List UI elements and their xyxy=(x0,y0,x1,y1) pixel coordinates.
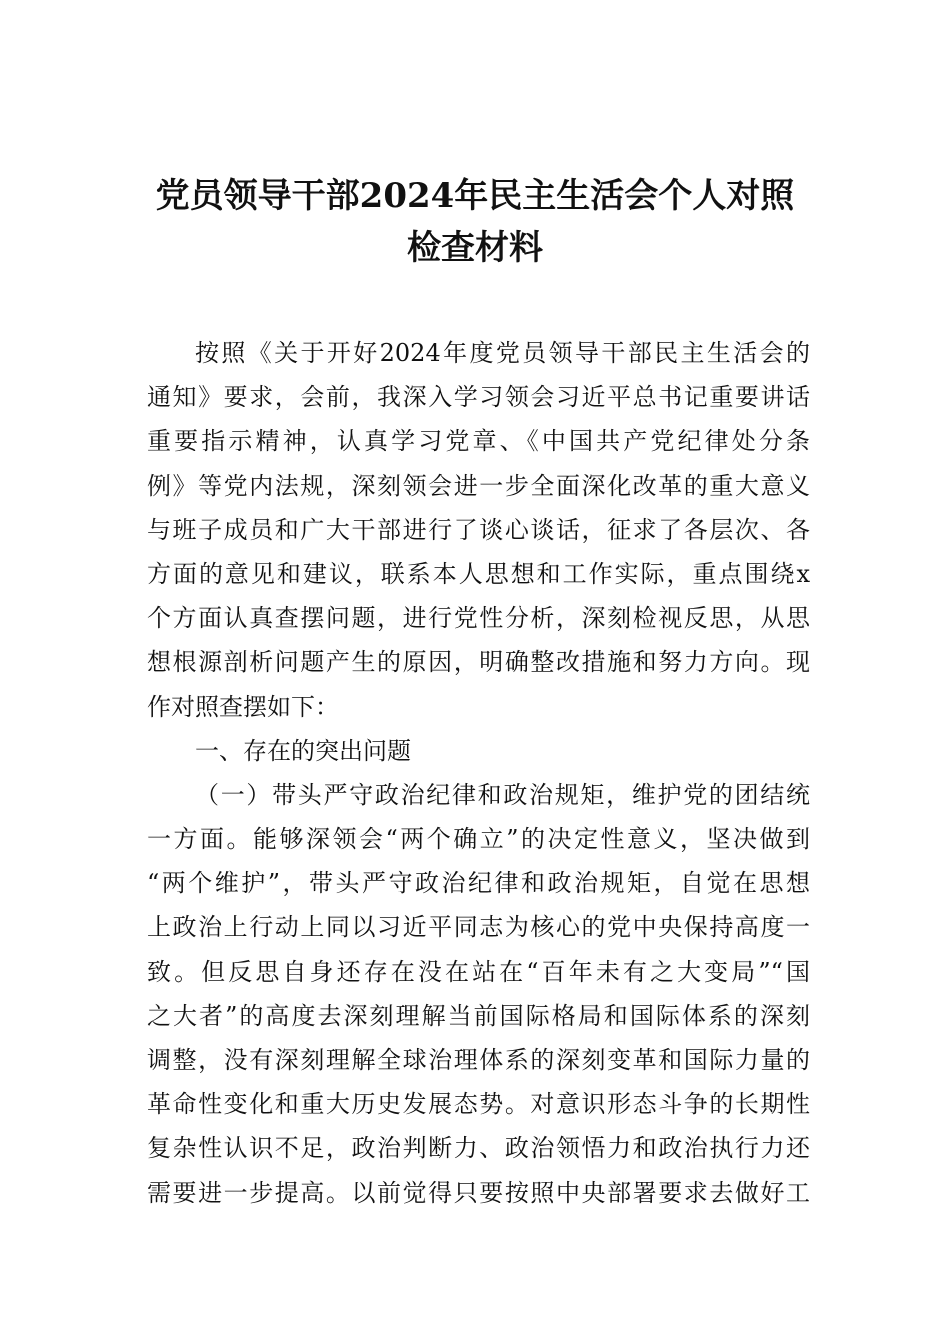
paragraph-line: 个方面认真查摆问题，进行党性分析，深刻检视反思，从思 xyxy=(147,604,810,633)
paragraph-line: 通知》要求，会前，我深入学习领会习近平总书记重要讲话 xyxy=(147,383,810,412)
paragraph-line: 想根源剖析问题产生的原因，明确整改措施和努力方向。现 xyxy=(147,648,810,677)
paragraph-line: 之大者”的高度去深刻理解当前国际格局和国际体系的深刻 xyxy=(147,1001,810,1030)
paragraph-line: 与班子成员和广大干部进行了谈心谈话，征求了各层次、各 xyxy=(147,515,810,544)
section-heading: 一、存在的突出问题 xyxy=(195,736,411,765)
document-title-line-1: 党员领导干部2024年民主生活会个人对照 xyxy=(155,176,795,216)
document-body xyxy=(147,331,810,1215)
paragraph-line: 革命性变化和重大历史发展态势。对意识形态斗争的长期性 xyxy=(147,1090,810,1119)
paragraph-line: 按照《关于开好2024年度党员领导干部民主生活会的 xyxy=(195,339,810,367)
document-title-line-2: 检查材料 xyxy=(407,228,543,268)
paragraph-line: 需要进一步提高。以前觉得只要按照中央部署要求去做好工 xyxy=(147,1178,810,1207)
paragraph-line: 例》等党内法规，深刻领会进一步全面深化改革的重大意义 xyxy=(147,471,810,500)
paragraph-line: “两个维护”，带头严守政治纪律和政治规矩，自觉在思想 xyxy=(147,869,810,898)
paragraph-line: （一）带头严守政治纪律和政治规矩，维护党的团结统 xyxy=(195,780,810,809)
paragraph-line: 重要指示精神，认真学习党章、《中国共产党纪律处分条 xyxy=(147,427,810,456)
paragraph-line: 上政治上行动上同以习近平同志为核心的党中央保持高度一 xyxy=(147,913,810,942)
paragraph-line: 调整，没有深刻理解全球治理体系的深刻变革和国际力量的 xyxy=(147,1046,810,1074)
paragraph-line: 作对照查摆如下： xyxy=(147,692,339,721)
paragraph-line: 复杂性认识不足，政治判断力、政治领悟力和政治执行力还 xyxy=(147,1134,810,1163)
paragraph-line: 一方面。能够深领会“两个确立”的决定性意义，坚决做到 xyxy=(147,825,810,854)
paragraph-line: 致。但反思自身还存在没在站在“百年未有之大变局”“国 xyxy=(147,957,810,986)
paragraph-line: 方面的意见和建议，联系本人思想和工作实际，重点围绕x xyxy=(147,559,810,588)
